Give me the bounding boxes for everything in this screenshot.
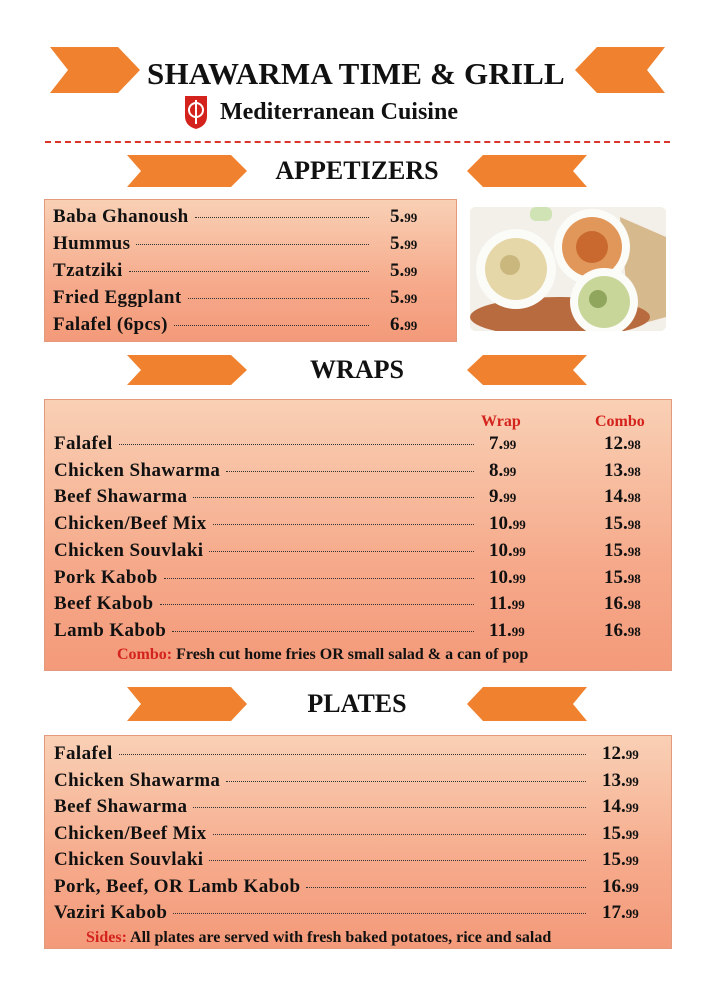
menu-item-name: Chicken Shawarma bbox=[54, 769, 221, 791]
combo-price bbox=[604, 620, 641, 642]
plate-price-dollars: 12. bbox=[602, 743, 626, 764]
combo-price-dollars: 15. bbox=[604, 513, 628, 535]
appetizer-row bbox=[53, 206, 375, 228]
plate-price-dollars: 16. bbox=[602, 875, 626, 897]
wrap-price bbox=[489, 620, 525, 642]
combo-price-dollars: 14. bbox=[604, 486, 628, 508]
wrap-row bbox=[54, 567, 480, 589]
wrap-price-cents: 99 bbox=[503, 463, 517, 479]
plates-title: PLATES bbox=[307, 689, 407, 718]
dot-leader bbox=[119, 754, 586, 755]
dot-leader bbox=[172, 631, 474, 632]
combo-price bbox=[604, 593, 641, 615]
combo-price-dollars: 15. bbox=[604, 566, 628, 588]
wrap-price bbox=[489, 433, 516, 455]
menu-item-name: Hummus bbox=[53, 233, 131, 254]
combo-price-cents: 98 bbox=[627, 597, 641, 613]
menu-item-name: Chicken/Beef Mix bbox=[54, 822, 207, 844]
plate-row bbox=[54, 743, 592, 765]
appetizer-row bbox=[53, 314, 375, 336]
dot-leader bbox=[209, 860, 586, 861]
menu-item-name: Falafel bbox=[54, 743, 113, 764]
plate-price-cents: 99 bbox=[625, 773, 639, 789]
dot-leader bbox=[213, 524, 474, 525]
restaurant-subtitle: Mediterranean Cuisine bbox=[220, 98, 458, 125]
wrap-price-cents: 99 bbox=[511, 623, 525, 639]
combo-price-cents: 98 bbox=[627, 570, 641, 586]
appetizer-price bbox=[390, 260, 417, 282]
wrap-price-dollars: 7. bbox=[489, 433, 504, 454]
appetizer-price-dollars: 6. bbox=[390, 314, 405, 335]
combo-price-dollars: 12. bbox=[604, 433, 628, 454]
wrap-price-dollars: 11. bbox=[489, 619, 512, 641]
dot-leader bbox=[136, 244, 369, 245]
plate-row bbox=[54, 902, 592, 924]
menu-item-name: Vaziri Kabob bbox=[54, 902, 168, 923]
wrap-row bbox=[54, 620, 480, 642]
wrap-price-cents: 99 bbox=[512, 570, 526, 586]
menu-item-name: Chicken Souvlaki bbox=[54, 849, 204, 870]
appetizer-price-dollars: 5. bbox=[390, 287, 405, 308]
combo-price-dollars: 16. bbox=[604, 619, 628, 641]
wrap-price-cents: 99 bbox=[503, 490, 517, 506]
wrap-price-cents: 99 bbox=[511, 597, 525, 613]
wrap-price-dollars: 10. bbox=[489, 513, 513, 535]
hummus-plates-image bbox=[470, 207, 666, 331]
appetizer-price-dollars: 5. bbox=[390, 206, 405, 227]
appetizers-right-ribbon bbox=[467, 155, 587, 187]
combo-price-dollars: 13. bbox=[604, 459, 628, 481]
plate-price-cents: 99 bbox=[625, 853, 639, 868]
wrap-price bbox=[489, 540, 526, 562]
wraps-title: WRAPS bbox=[310, 355, 404, 384]
dot-leader bbox=[306, 887, 586, 888]
combo-price bbox=[604, 540, 641, 562]
appetizer-price-cents: 99 bbox=[404, 237, 418, 252]
plates-right-ribbon bbox=[467, 687, 587, 721]
menu-item-name: Beef Shawarma bbox=[54, 486, 188, 508]
menu-item-name: Pork, Beef, OR Lamb Kabob bbox=[54, 875, 301, 897]
sides-note-label: Sides: bbox=[86, 929, 127, 946]
appetizer-row bbox=[53, 287, 375, 309]
appetizer-price-dollars: 5. bbox=[390, 260, 405, 281]
dot-leader bbox=[193, 497, 474, 498]
wrap-price bbox=[489, 567, 526, 589]
plate-price-cents: 99 bbox=[625, 879, 639, 895]
combo-price-cents: 98 bbox=[627, 463, 641, 479]
menu-item-name: Chicken Shawarma bbox=[54, 459, 221, 481]
menu-item-name: Tzatziki bbox=[53, 260, 123, 281]
combo-price-cents: 98 bbox=[627, 517, 641, 533]
plate-price bbox=[602, 823, 639, 845]
wrap-row bbox=[54, 593, 480, 615]
wrap-price-dollars: 9. bbox=[489, 486, 504, 508]
wrap-price bbox=[489, 513, 526, 535]
wraps-left-ribbon bbox=[127, 355, 247, 385]
sides-note bbox=[86, 929, 551, 947]
menu-item-name: Chicken Souvlaki bbox=[54, 539, 204, 561]
dot-leader bbox=[188, 298, 369, 299]
appetizer-price-cents: 99 bbox=[404, 318, 418, 333]
plate-row bbox=[54, 849, 592, 871]
dot-leader bbox=[174, 325, 369, 326]
dot-leader bbox=[193, 807, 586, 808]
dot-leader bbox=[213, 834, 586, 835]
food-photo bbox=[470, 207, 666, 331]
combo-price-cents: 98 bbox=[627, 490, 641, 506]
restaurant-logo-icon bbox=[182, 94, 210, 130]
dot-leader bbox=[129, 271, 369, 272]
plate-price bbox=[602, 902, 639, 924]
plate-price-dollars: 17. bbox=[602, 902, 626, 923]
wrap-price-cents: 99 bbox=[512, 543, 526, 559]
wrap-row bbox=[54, 460, 480, 482]
combo-price-dollars: 16. bbox=[604, 593, 628, 615]
plate-price-dollars: 15. bbox=[602, 822, 626, 844]
combo-note bbox=[117, 646, 528, 664]
combo-price bbox=[604, 486, 641, 508]
wrap-column-header: Wrap bbox=[481, 413, 521, 430]
header-left-ribbon bbox=[50, 47, 140, 93]
combo-price bbox=[604, 567, 641, 589]
combo-column-header: Combo bbox=[595, 413, 645, 430]
plates-left-ribbon bbox=[127, 687, 247, 721]
appetizer-price-cents: 99 bbox=[404, 291, 418, 306]
menu-item-name: Chicken/Beef Mix bbox=[54, 513, 207, 535]
dot-leader bbox=[119, 444, 474, 445]
wrap-price bbox=[489, 460, 516, 482]
combo-price bbox=[604, 433, 641, 455]
wrap-price-dollars: 8. bbox=[489, 459, 504, 481]
plate-price bbox=[602, 796, 639, 818]
sides-note-text: All plates are served with fresh baked potatoes, rice and salad bbox=[130, 929, 552, 946]
plate-price bbox=[602, 849, 639, 871]
menu-item-name: Baba Ghanoush bbox=[53, 206, 189, 227]
dot-leader bbox=[173, 913, 586, 914]
restaurant-name: SHAWARMA TIME & GRILL bbox=[147, 56, 565, 91]
appetizers-left-ribbon bbox=[127, 155, 247, 187]
menu-item-name: Beef Kabob bbox=[54, 593, 154, 615]
plate-price-cents: 99 bbox=[625, 800, 639, 815]
menu-item-name: Falafel (6pcs) bbox=[53, 314, 168, 335]
menu-item-name: Fried Eggplant bbox=[53, 287, 182, 308]
plate-row bbox=[54, 796, 592, 818]
plate-price-dollars: 15. bbox=[602, 849, 626, 870]
combo-price-cents: 98 bbox=[627, 437, 641, 452]
appetizer-row bbox=[53, 260, 375, 282]
plate-price-cents: 99 bbox=[625, 826, 639, 842]
wrap-row bbox=[54, 433, 480, 455]
combo-price-cents: 98 bbox=[627, 623, 641, 639]
wrap-price-dollars: 10. bbox=[489, 539, 513, 561]
wrap-price bbox=[489, 486, 516, 508]
dot-leader bbox=[209, 551, 474, 552]
appetizer-price bbox=[390, 314, 417, 336]
plate-price bbox=[602, 743, 639, 765]
appetizer-price-cents: 99 bbox=[404, 210, 418, 225]
appetizers-title: APPETIZERS bbox=[275, 156, 439, 185]
appetizer-price bbox=[390, 233, 417, 255]
plate-row bbox=[54, 770, 592, 792]
appetizer-price-cents: 99 bbox=[404, 264, 418, 279]
combo-price-dollars: 15. bbox=[604, 539, 628, 561]
plate-price bbox=[602, 770, 639, 792]
header-divider bbox=[45, 141, 670, 143]
plate-price-cents: 99 bbox=[625, 747, 639, 762]
appetizer-row bbox=[53, 233, 375, 255]
dot-leader bbox=[226, 781, 586, 782]
dot-leader bbox=[226, 471, 474, 472]
wrap-price-cents: 99 bbox=[512, 517, 526, 533]
wrap-row bbox=[54, 540, 480, 562]
dot-leader bbox=[195, 217, 369, 218]
appetizer-price-dollars: 5. bbox=[390, 233, 405, 254]
wrap-price-cents: 99 bbox=[503, 437, 517, 452]
wrap-row bbox=[54, 513, 480, 535]
combo-note-text: Fresh cut home fries OR small salad & a can of pop bbox=[176, 646, 529, 663]
dot-leader bbox=[160, 604, 474, 605]
wrap-price bbox=[489, 593, 525, 615]
combo-price bbox=[604, 513, 641, 535]
appetizer-price bbox=[390, 206, 417, 228]
wrap-price-dollars: 10. bbox=[489, 566, 513, 588]
plate-price-dollars: 14. bbox=[602, 796, 626, 817]
menu-item-name: Pork Kabob bbox=[54, 566, 158, 588]
menu-item-name: Lamb Kabob bbox=[54, 619, 167, 641]
combo-note-label: Combo: bbox=[117, 646, 173, 663]
plate-price-cents: 99 bbox=[625, 906, 639, 921]
wrap-row bbox=[54, 486, 480, 508]
plate-row bbox=[54, 876, 592, 898]
combo-price-cents: 98 bbox=[627, 543, 641, 559]
header-right-ribbon bbox=[575, 47, 665, 93]
plate-row bbox=[54, 823, 592, 845]
plate-price bbox=[602, 876, 639, 898]
wraps-right-ribbon bbox=[467, 355, 587, 385]
appetizer-price bbox=[390, 287, 417, 309]
plate-price-dollars: 13. bbox=[602, 769, 626, 791]
dot-leader bbox=[164, 578, 474, 579]
menu-item-name: Falafel bbox=[54, 433, 113, 454]
combo-price bbox=[604, 460, 641, 482]
subtitle-row bbox=[182, 94, 458, 130]
menu-item-name: Beef Shawarma bbox=[54, 796, 188, 817]
wrap-price-dollars: 11. bbox=[489, 593, 512, 615]
